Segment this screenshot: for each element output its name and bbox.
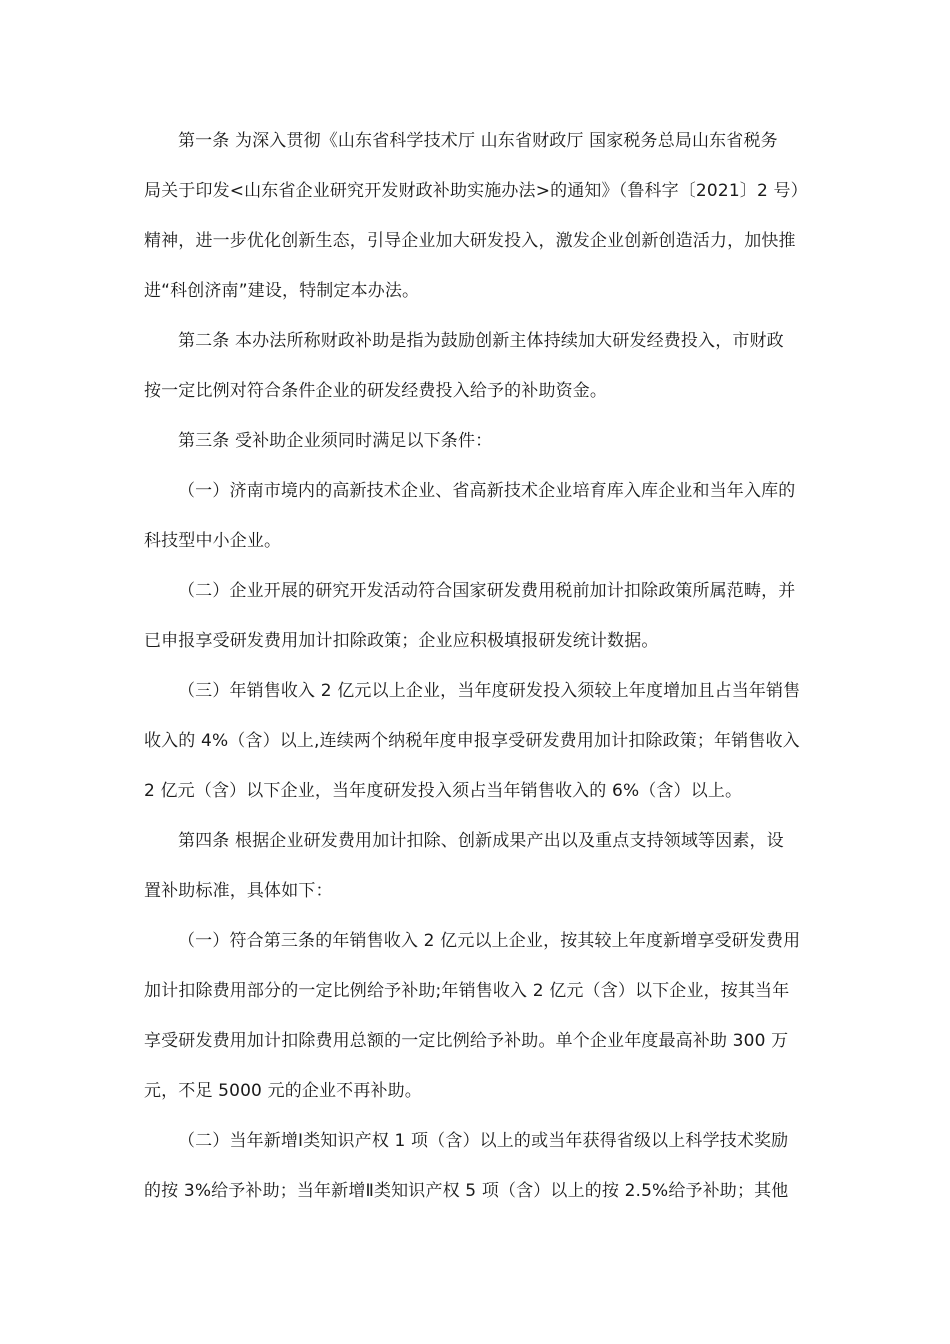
article-4-item-2-line-1: （二）当年新增Ⅰ类知识产权 1 项（含）以上的或当年获得省级以上科学技术奖励 [178,1131,789,1151]
article-3-item-1-line-2: 科技型中小企业。 [144,531,282,551]
article-1-line-2: 局关于印发<山东省企业研究开发财政补助实施办法>的通知》（鲁科字〔2021〕2 号） [144,181,808,201]
article-4-item-2-line-2: 的按 3%给予补助；当年新增Ⅱ类知识产权 5 项（含）以上的按 2.5%给予补助；其他 [144,1181,789,1201]
article-3-item-2-line-2: 已申报享受研发费用加计扣除政策；企业应积极填报研发统计数据。 [144,631,659,651]
article-2-line-1: 第二条 本办法所称财政补助是指为鼓励创新主体持续加大研发经费投入，市财政 [178,331,784,351]
article-4-item-1-line-4: 元，不足 5000 元的企业不再补助。 [144,1081,422,1101]
article-4-item-1-line-3: 享受研发费用加计扣除费用总额的一定比例给予补助。单个企业年度最高补助 300 万 [144,1031,789,1051]
article-3-line-1: 第三条 受补助企业须同时满足以下条件： [178,431,493,451]
article-3-item-1-line-1: （一）济南市境内的高新技术企业、省高新技术企业培育库入库企业和当年入库的 [178,481,796,501]
article-3-item-3-line-3: 2 亿元（含）以下企业，当年度研发投入须占当年销售收入的 6%（含）以上。 [144,781,743,801]
article-4-item-1-line-2: 加计扣除费用部分的一定比例给予补助;年销售收入 2 亿元（含）以下企业，按其当年 [144,981,790,1001]
article-4-item-1-line-1: （一）符合第三条的年销售收入 2 亿元以上企业，按其较上年度新增享受研发费用 [178,931,801,951]
article-4-line-1: 第四条 根据企业研发费用加计扣除、创新成果产出以及重点支持领域等因素，设 [178,831,784,851]
article-3-item-3-line-2: 收入的 4%（含）以上,连续两个纳税年度申报享受研发费用加计扣除政策；年销售收入 [144,731,800,751]
article-1-line-3: 精神，进一步优化创新生态，引导企业加大研发投入，激发企业创新创造活力，加快推 [144,231,796,251]
article-3-item-3-line-1: （三）年销售收入 2 亿元以上企业，当年度研发投入须较上年度增加且占当年销售 [178,681,801,701]
article-1-line-4: 进“科创济南”建设，特制定本办法。 [144,281,420,301]
article-3-item-2-line-1: （二）企业开展的研究开发活动符合国家研发费用税前加计扣除政策所属范畴，并 [178,581,796,601]
article-2-line-2: 按一定比例对符合条件企业的研发经费投入给予的补助资金。 [144,381,608,401]
article-4-line-2: 置补助标准，具体如下： [144,881,333,901]
article-1-line-1: 第一条 为深入贯彻《山东省科学技术厅 山东省财政厅 国家税务总局山东省税务 [178,131,778,151]
